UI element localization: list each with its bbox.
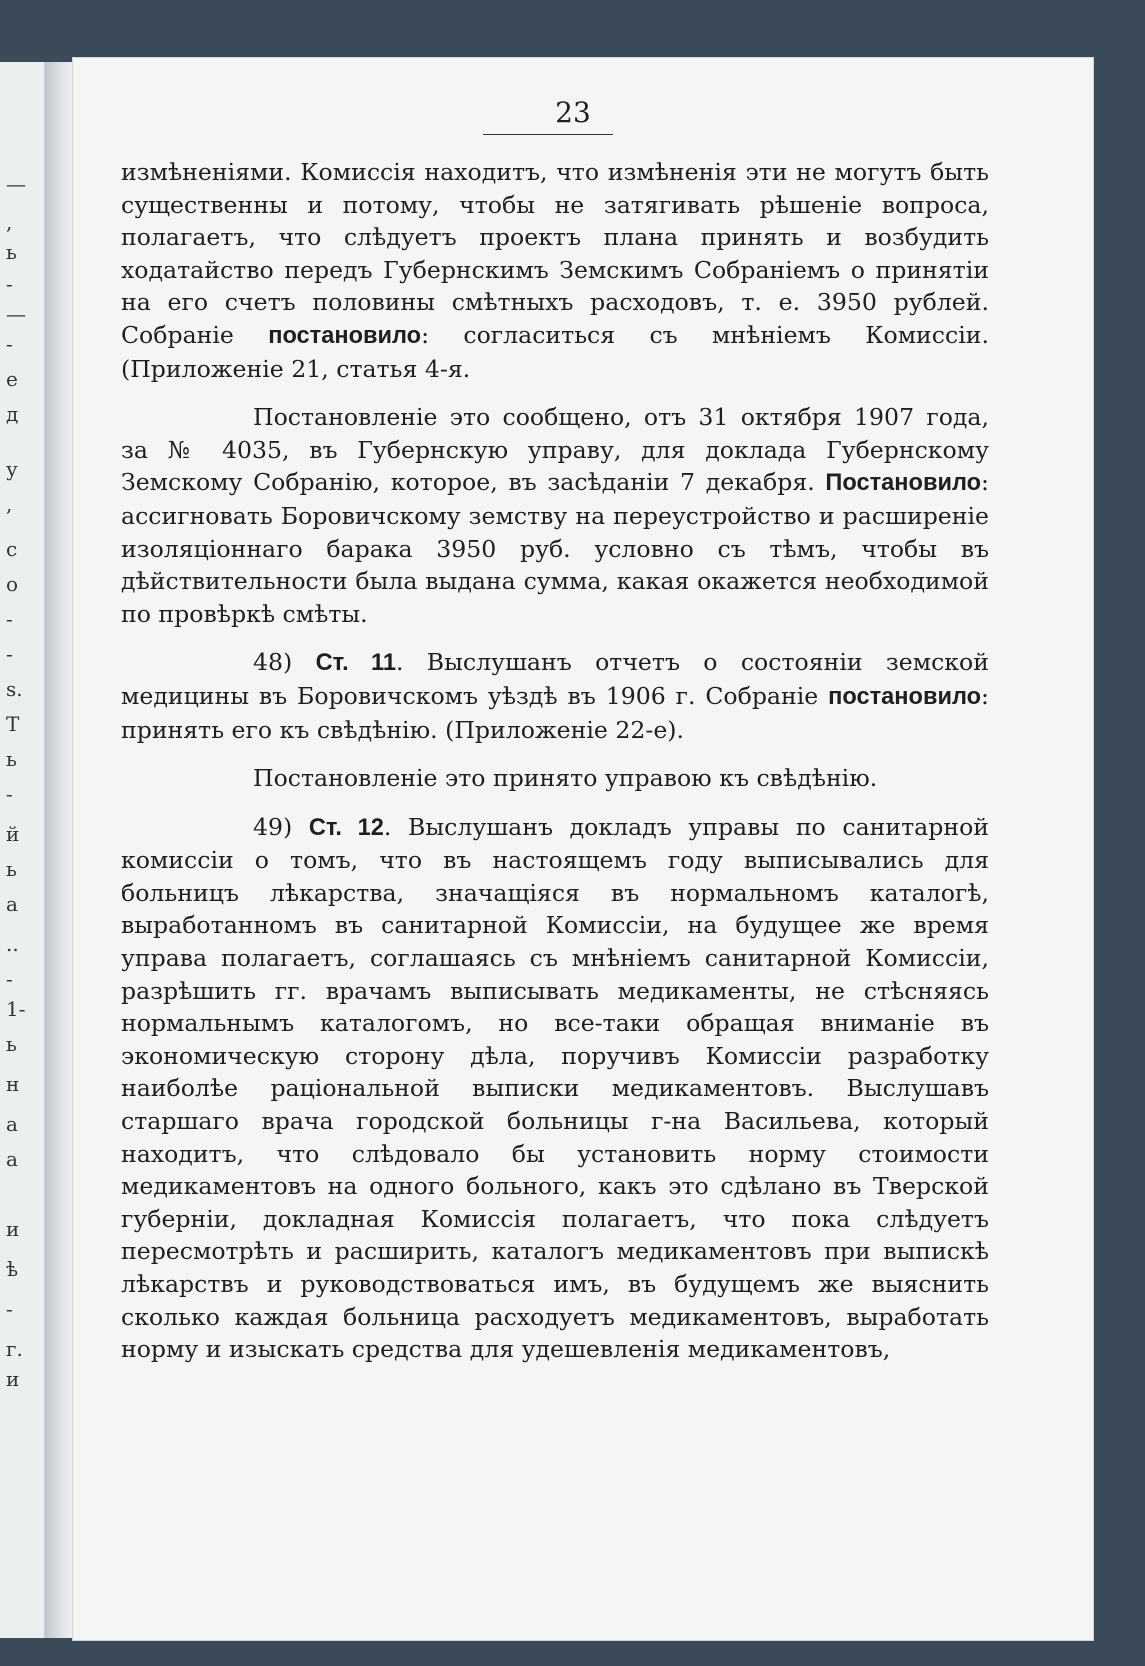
facing-page-char: ь (6, 857, 17, 881)
facing-page-char: - (6, 782, 13, 806)
facing-page-char: , (6, 492, 13, 516)
facing-page-char: - (6, 607, 13, 631)
book-page (73, 58, 1093, 1640)
facing-page-char: й (6, 822, 20, 846)
facing-page-char: ь (6, 747, 17, 771)
text-run: Постановленіе это принято управою къ свѣдѣнію. (253, 764, 878, 793)
facing-page-char: ь (6, 1032, 17, 1056)
paragraph (121, 762, 989, 795)
bold-text: Постановило (825, 470, 982, 497)
facing-page-char: - (6, 272, 13, 296)
bold-text: Ст. 11 (315, 650, 396, 677)
paragraph (121, 811, 989, 1366)
left-page-edge (0, 62, 45, 1638)
facing-page-char: о (6, 572, 19, 596)
facing-page-char: - (6, 967, 13, 991)
facing-page-char: и (6, 1367, 20, 1391)
facing-page-char: а (6, 892, 18, 916)
text-run: 49) (253, 812, 309, 841)
facing-page-char: ь (6, 240, 17, 264)
facing-page-char: — (6, 302, 26, 326)
facing-page-char: - (6, 332, 13, 356)
page-text (121, 156, 989, 1366)
paragraph (121, 646, 989, 746)
text-run: . Выслушанъ докладъ управы по санитарной комиссіи о томъ, что въ настоящемъ году выписывались для больницъ лѣкарства, значащіяся въ нормальномъ каталогѣ, выработанномъ въ санитарной Комиссіи, на будущее же время управа полагаетъ, соглашаясь съ мнѣніемъ санитарной Комиссіи, разрѣшить гг. врачамъ выписывать медикаменты, не стѣсняясь нормальнымъ каталогомъ, но все-таки обращая вниманіе въ экономическую сторону дѣла, поручивъ Комиссіи разработку наиболѣе раціональной выписки медикаментовъ. Выслушавъ старшаго врача городской больницы г-на Васильева, который находитъ, что слѣдовало бы установить норму стоимости медикаментовъ на одного больного, какъ это сдѣлано въ Тверской губерніи, докладная Комиссія полагаетъ, что пока слѣдуетъ пересмотрѣть и расширить, каталогъ медикаментовъ при выпискѣ лѣкарствъ и руководствоваться имъ, въ будущемъ же выяснить сколько каждая больница расходуетъ медикаментовъ, выработать норму и изыскать средства для удешевленія медикаментовъ, (121, 812, 990, 1364)
facing-page-char: у (6, 457, 18, 481)
text-run: Постановленіе это сообщено, отъ 31 октября 1907 года, за № 4035, въ Губернскую управу, для доклада Губернскому Земскому Собранію, которое, въ засѣданіи 7 декабря. (121, 403, 989, 497)
book-gutter (45, 62, 73, 1638)
bold-text: постановило (828, 683, 982, 710)
facing-page-char: г. (6, 1337, 23, 1361)
facing-page-char: ѣ (6, 1257, 19, 1281)
bold-text: Ст. 12 (308, 814, 384, 841)
page-number-rule (483, 134, 613, 135)
facing-page-char: — (6, 172, 26, 196)
paragraph (121, 156, 989, 385)
text-run: 48) (253, 648, 316, 677)
text-run: : принять его къ свѣдѣнію. (Приложеніе 22-е). (121, 681, 989, 744)
page-number: 23 (555, 96, 591, 129)
text-run: измѣненіями. Комиссія находитъ, что измѣненія эти не могутъ быть существенны и потому, чтобы не затягивать рѣшеніе вопроса, полагаетъ, что слѣдуетъ проектъ плана принять и возбудить ходатайство передъ Губернскимъ Земскимъ Собраніемъ о принятіи на его счетъ половины смѣтныхъ расходовъ, т. е. 3950 рублей. Собраніе (121, 158, 989, 349)
facing-page-char: д (6, 402, 19, 426)
facing-page-char: Т (6, 712, 20, 736)
paragraph (121, 401, 989, 630)
facing-page-char: .. (6, 932, 19, 956)
facing-page-char: а (6, 1112, 18, 1136)
facing-page-char: е (6, 367, 18, 391)
facing-page-char: - (6, 1297, 13, 1321)
facing-page-char: , (6, 210, 13, 234)
text-run: : согласиться съ мнѣніемъ Комиссіи. (Приложеніе 21, статья 4-я. (121, 320, 989, 383)
facing-page-char: с (6, 537, 18, 561)
facing-page-char: н (6, 1072, 20, 1096)
facing-page-char: 1- (6, 997, 26, 1021)
facing-page-char: - (6, 642, 13, 666)
facing-page-char: а (6, 1147, 18, 1171)
facing-page-char: и (6, 1217, 20, 1241)
text-run: . Выслушанъ отчетъ о состояніи земской медицины въ Боровичскомъ уѣздѣ въ 1906 г. Собраніе (121, 648, 989, 710)
facing-page-char: s. (6, 677, 23, 701)
text-run: : ассигновать Боровичскому земству на переустройство и расширеніе изоляціоннаго барака 3950 руб. условно съ тѣмъ, чтобы въ дѣйствительности была выдана сумма, какая окажется необходимой по провѣркѣ смѣты. (121, 468, 989, 628)
bold-text: постановило (268, 322, 422, 349)
